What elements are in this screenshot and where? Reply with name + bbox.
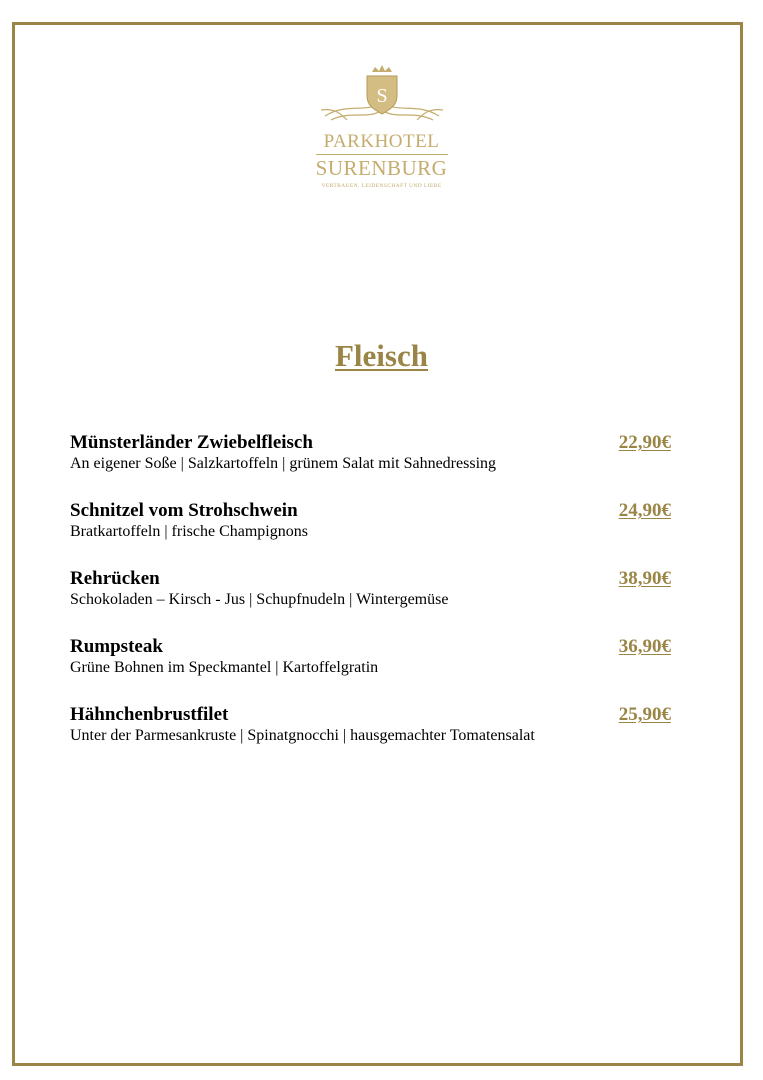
- brand-divider: [316, 154, 448, 155]
- dish-name: Hähnchenbrustfilet: [70, 704, 229, 725]
- crest-monogram: S: [375, 85, 388, 107]
- brand-tagline: VERTRAUEN, LEIDENSCHAFT UND LIEBE: [321, 183, 442, 189]
- dish-description: Schokoladen – Kirsch - Jus | Schupfnudeln | Wintergemüse: [70, 591, 449, 608]
- section-title: Fleisch: [335, 338, 428, 373]
- dish-price: 24,90€: [618, 500, 671, 521]
- dish-description: Grüne Bohnen im Speckmantel | Kartoffelgratin: [70, 659, 379, 676]
- crest-icon: [317, 62, 447, 128]
- dish-name: Münsterländer Zwiebelfleisch: [70, 432, 313, 453]
- dish-name: Rehrücken: [70, 568, 160, 589]
- dish-name: Schnitzel vom Strohschwein: [70, 500, 298, 521]
- dish-description: Bratkartoffeln | frische Champignons: [70, 523, 308, 540]
- dish-price: 36,90€: [618, 636, 671, 657]
- brand-line-1: PARKHOTEL: [323, 131, 440, 152]
- dish-price: 38,90€: [618, 568, 671, 589]
- brand-line-2: SURENBURG: [315, 156, 448, 180]
- menu-item: [70, 568, 675, 636]
- dish-description: An eigener Soße | Salzkartoffeln | grünem Salat mit Sahnedressing: [70, 455, 497, 472]
- dish-description: Unter der Parmesankruste | Spinatgnocchi | hausgemachter Tomatensalat: [70, 727, 535, 744]
- menu-item: [70, 636, 675, 704]
- dish-price: 22,90€: [618, 432, 671, 453]
- hotel-logo: [0, 62, 763, 189]
- menu-item: [70, 704, 675, 772]
- menu-list: [70, 432, 675, 772]
- menu-item: [70, 432, 675, 500]
- dish-name: Rumpsteak: [70, 636, 163, 657]
- menu-item: [70, 500, 675, 568]
- dish-price: 25,90€: [618, 704, 671, 725]
